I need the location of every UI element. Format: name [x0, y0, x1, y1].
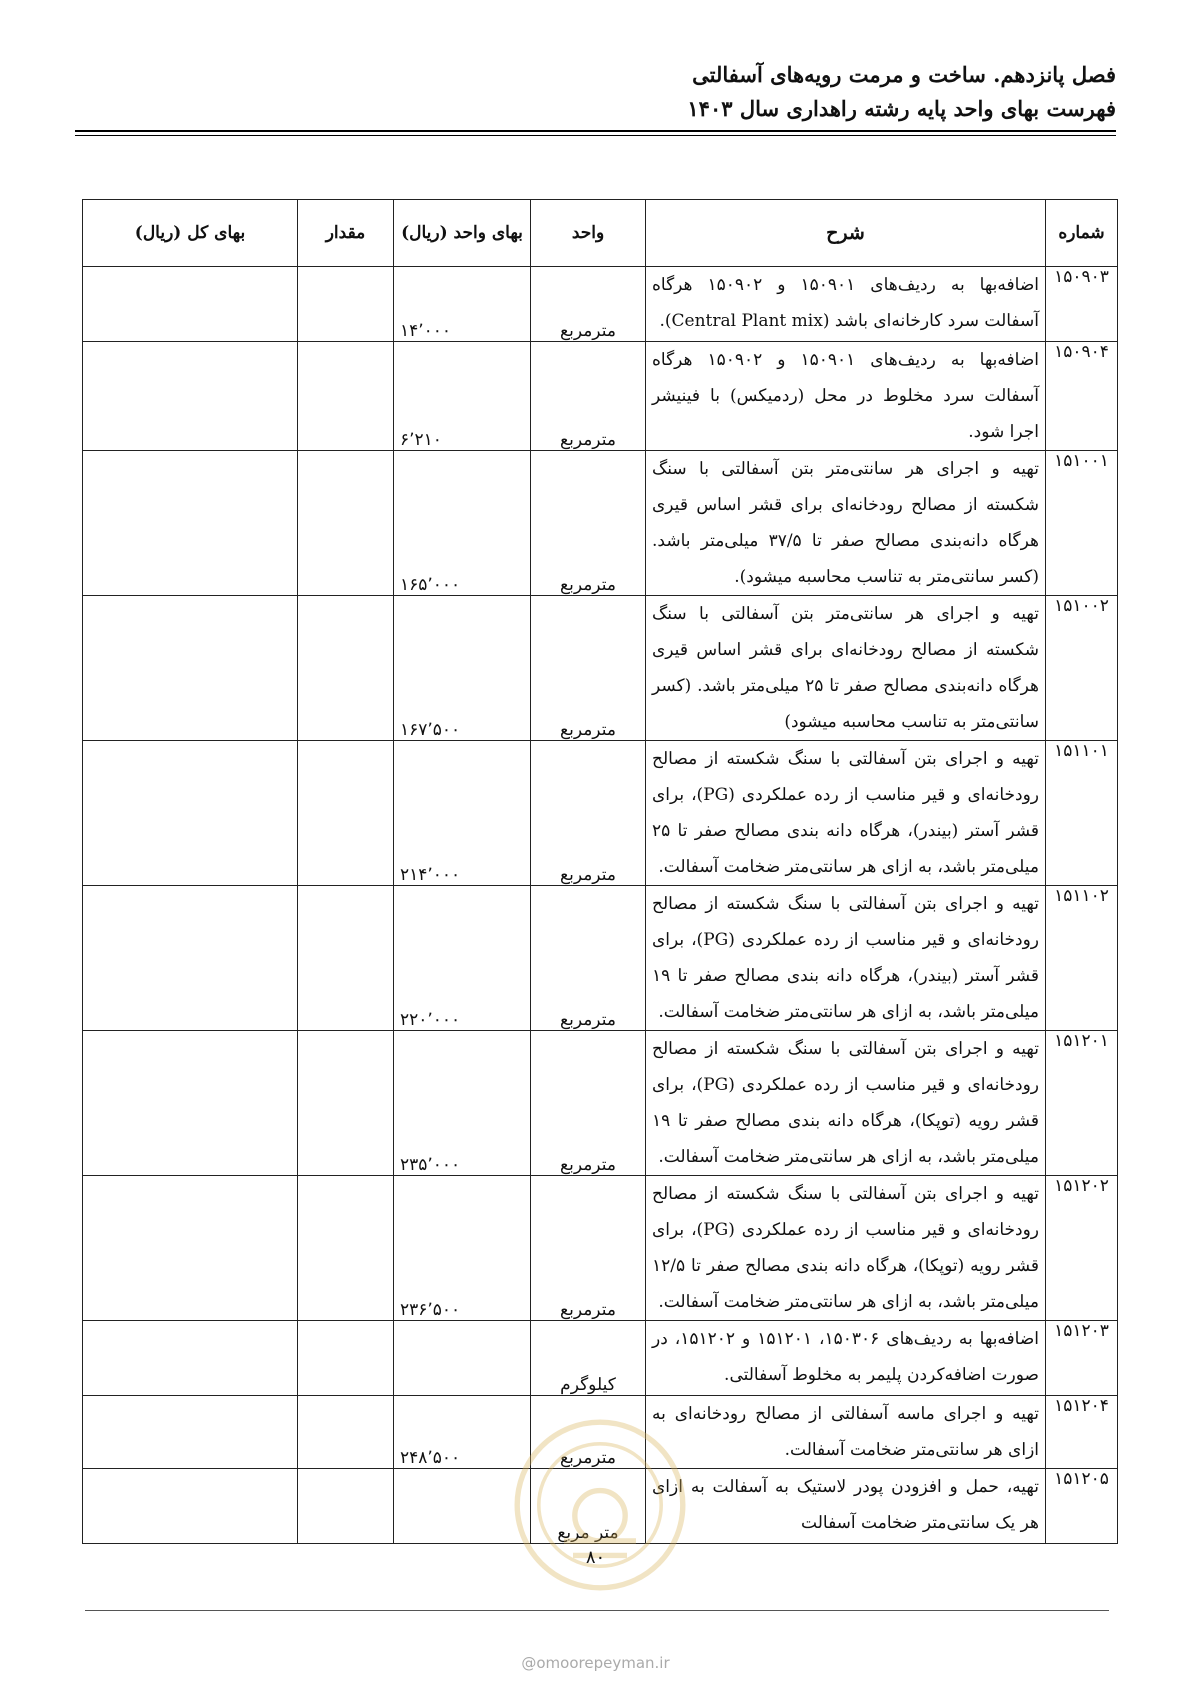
table-header-row: [83, 200, 1118, 267]
item-total-price: [83, 1396, 298, 1469]
item-unit: مترمربع: [531, 596, 646, 741]
item-unit: مترمربع: [531, 886, 646, 1031]
item-unit-price: ۲۴۸٬۵۰۰: [394, 1396, 531, 1469]
item-total-price: [83, 886, 298, 1031]
site-watermark: @omoorepeyman.ir: [521, 1654, 670, 1672]
page-number: ۸۰: [585, 1547, 606, 1568]
page-header: [76, 58, 1116, 126]
item-unit-price: ۲۳۵٬۰۰۰: [394, 1031, 531, 1176]
item-unit-price: ۱۶۷٬۵۰۰: [394, 596, 531, 741]
item-quantity: [298, 1396, 394, 1469]
item-quantity: [298, 451, 394, 596]
item-total-price: [83, 1321, 298, 1396]
item-total-price: [83, 451, 298, 596]
table-row: [83, 886, 1118, 1031]
item-code: ۱۵۱۲۰۱: [1046, 1031, 1118, 1176]
header-unit: واحد: [531, 200, 646, 267]
item-quantity: [298, 1176, 394, 1321]
watermark-seal: [510, 1415, 690, 1595]
item-code: ۱۵۰۹۰۴: [1046, 342, 1118, 451]
item-description: تهیه و اجرای بتن آسفالتی با سنگ شکسته از مصالح رودخانه‌ای و قیر مناسب از رده عملکردی (PG)، برای قشر آستر (بیندر)، هرگاه دانه بندی مصالح صفر تا ۱۹ میلی‌متر باشد، به ازای هر سانتی‌متر ضخامت آسفالت.: [646, 886, 1046, 1031]
list-title: فهرست بهای واحد پایه رشته راهداری سال ۱۴۰۳: [687, 96, 1116, 121]
item-code: ۱۵۱۰۰۱: [1046, 451, 1118, 596]
item-unit-price: ۲۱۴٬۰۰۰: [394, 741, 531, 886]
table-row: [83, 1321, 1118, 1396]
item-quantity: [298, 342, 394, 451]
header-code: شماره: [1046, 200, 1118, 267]
item-unit-price: ۶٬۲۱۰: [394, 342, 531, 451]
item-description: تهیه و اجرای هر سانتی‌متر بتن آسفالتی با سنگ شکسته از مصالح رودخانه‌ای برای قشر اساس قیری هرگاه دانه‌بندی مصالح صفر تا ۳۷/۵ میلی‌متر باشد. (کسر سانتی‌متر به تناسب محاسبه میشود).: [646, 451, 1046, 596]
item-quantity: [298, 886, 394, 1031]
table-row: [83, 741, 1118, 886]
item-unit: مترمربع: [531, 1396, 646, 1469]
chapter-title: فصل پانزدهم. ساخت و مرمت رویه‌های آسفالتی: [692, 62, 1116, 87]
item-unit: متر مربع: [531, 1469, 646, 1544]
item-total-price: [83, 1031, 298, 1176]
table-row: [83, 342, 1118, 451]
item-quantity: [298, 267, 394, 342]
header-description: شرح: [646, 200, 1046, 267]
header-rule-thick: [75, 130, 1116, 132]
item-code: ۱۵۱۲۰۴: [1046, 1396, 1118, 1469]
item-description: تهیه و اجرای بتن آسفالتی با سنگ شکسته از مصالح رودخانه‌ای و قیر مناسب از رده عملکردی (PG)، برای قشر آستر (بیندر)، هرگاه دانه بندی مصالح صفر تا ۲۵ میلی‌متر باشد، به ازای هر سانتی‌متر ضخامت آسفالت.: [646, 741, 1046, 886]
item-description: تهیه، حمل و افزودن پودر لاستیک به آسفالت به ازای هر یک سانتی‌متر ضخامت آسفالت: [646, 1469, 1046, 1544]
header-rule-thin: [75, 135, 1116, 136]
item-total-price: [83, 741, 298, 886]
item-unit: مترمربع: [531, 342, 646, 451]
item-code: ۱۵۱۰۰۲: [1046, 596, 1118, 741]
item-total-price: [83, 1176, 298, 1321]
item-description: اضافه‌بها به ردیف‌های ۱۵۰۳۰۶، ۱۵۱۲۰۱ و ۱۵۱۲۰۲، در صورت اضافه‌کردن پلیمر به مخلوط آسفالتی.: [646, 1321, 1046, 1396]
item-quantity: [298, 1031, 394, 1176]
item-unit: مترمربع: [531, 451, 646, 596]
item-code: ۱۵۱۱۰۲: [1046, 886, 1118, 1031]
item-unit-price: ۲۲۰٬۰۰۰: [394, 886, 531, 1031]
item-unit-price: ۲۳۶٬۵۰۰: [394, 1176, 531, 1321]
item-unit: مترمربع: [531, 741, 646, 886]
item-quantity: [298, 1321, 394, 1396]
table-row: [83, 1176, 1118, 1321]
header-quantity: مقدار: [298, 200, 394, 267]
item-unit: کیلوگرم: [531, 1321, 646, 1396]
item-description: اضافه‌بها به ردیف‌های ۱۵۰۹۰۱ و ۱۵۰۹۰۲ هرگاه آسفالت سرد مخلوط در محل (ردمیکس) با فینیشر اجرا شود.: [646, 342, 1046, 451]
item-total-price: [83, 267, 298, 342]
item-quantity: [298, 741, 394, 886]
item-total-price: [83, 342, 298, 451]
item-code: ۱۵۱۱۰۱: [1046, 741, 1118, 886]
item-description: اضافه‌بها به ردیف‌های ۱۵۰۹۰۱ و ۱۵۰۹۰۲ هرگاه آسفالت سرد کارخانه‌ای باشد (Central Plant mix).: [646, 267, 1046, 342]
price-table: [82, 199, 1118, 1544]
item-unit: مترمربع: [531, 1031, 646, 1176]
table-row: [83, 451, 1118, 596]
table-row: [83, 596, 1118, 741]
item-description: تهیه و اجرای بتن آسفالتی با سنگ شکسته از مصالح رودخانه‌ای و قیر مناسب از رده عملکردی (PG)، برای قشر رویه (توپکا)، هرگاه دانه بندی مصالح صفر تا ۱۹ میلی‌متر باشد، به ازای هر سانتی‌متر ضخامت آسفالت.: [646, 1031, 1046, 1176]
header-total-price: بهای کل (ریال): [83, 200, 298, 267]
item-description: تهیه و اجرای ماسه آسفالتی از مصالح رودخانه‌ای به ازای هر سانتی‌متر ضخامت آسفالت.: [646, 1396, 1046, 1469]
header-unit-price: بهای واحد (ریال): [394, 200, 531, 267]
item-unit-price: ۱۴٬۰۰۰: [394, 267, 531, 342]
item-unit-price: [394, 1321, 531, 1396]
table-row: [83, 1031, 1118, 1176]
item-code: ۱۵۱۲۰۲: [1046, 1176, 1118, 1321]
item-unit-price: ۱۶۵٬۰۰۰: [394, 451, 531, 596]
item-description: تهیه و اجرای بتن آسفالتی با سنگ شکسته از مصالح رودخانه‌ای و قیر مناسب از رده عملکردی (PG)، برای قشر رویه (توپکا)، هرگاه دانه بندی مصالح صفر تا ۱۲/۵ میلی‌متر باشد، به ازای هر سانتی‌متر ضخامت آسفالت.: [646, 1176, 1046, 1321]
item-quantity: [298, 1469, 394, 1544]
footer-rule: [85, 1610, 1109, 1611]
item-description: تهیه و اجرای هر سانتی‌متر بتن آسفالتی با سنگ شکسته از مصالح رودخانه‌ای برای قشر اساس قیری هرگاه دانه‌بندی مصالح صفر تا ۲۵ میلی‌متر باشد. (کسر سانتی‌متر به تناسب محاسبه میشود): [646, 596, 1046, 741]
item-unit: مترمربع: [531, 1176, 646, 1321]
table-row: [83, 267, 1118, 342]
item-quantity: [298, 596, 394, 741]
item-code: ۱۵۰۹۰۳: [1046, 267, 1118, 342]
item-code: ۱۵۱۲۰۳: [1046, 1321, 1118, 1396]
item-total-price: [83, 596, 298, 741]
item-unit: مترمربع: [531, 267, 646, 342]
item-code: ۱۵۱۲۰۵: [1046, 1469, 1118, 1544]
item-total-price: [83, 1469, 298, 1544]
